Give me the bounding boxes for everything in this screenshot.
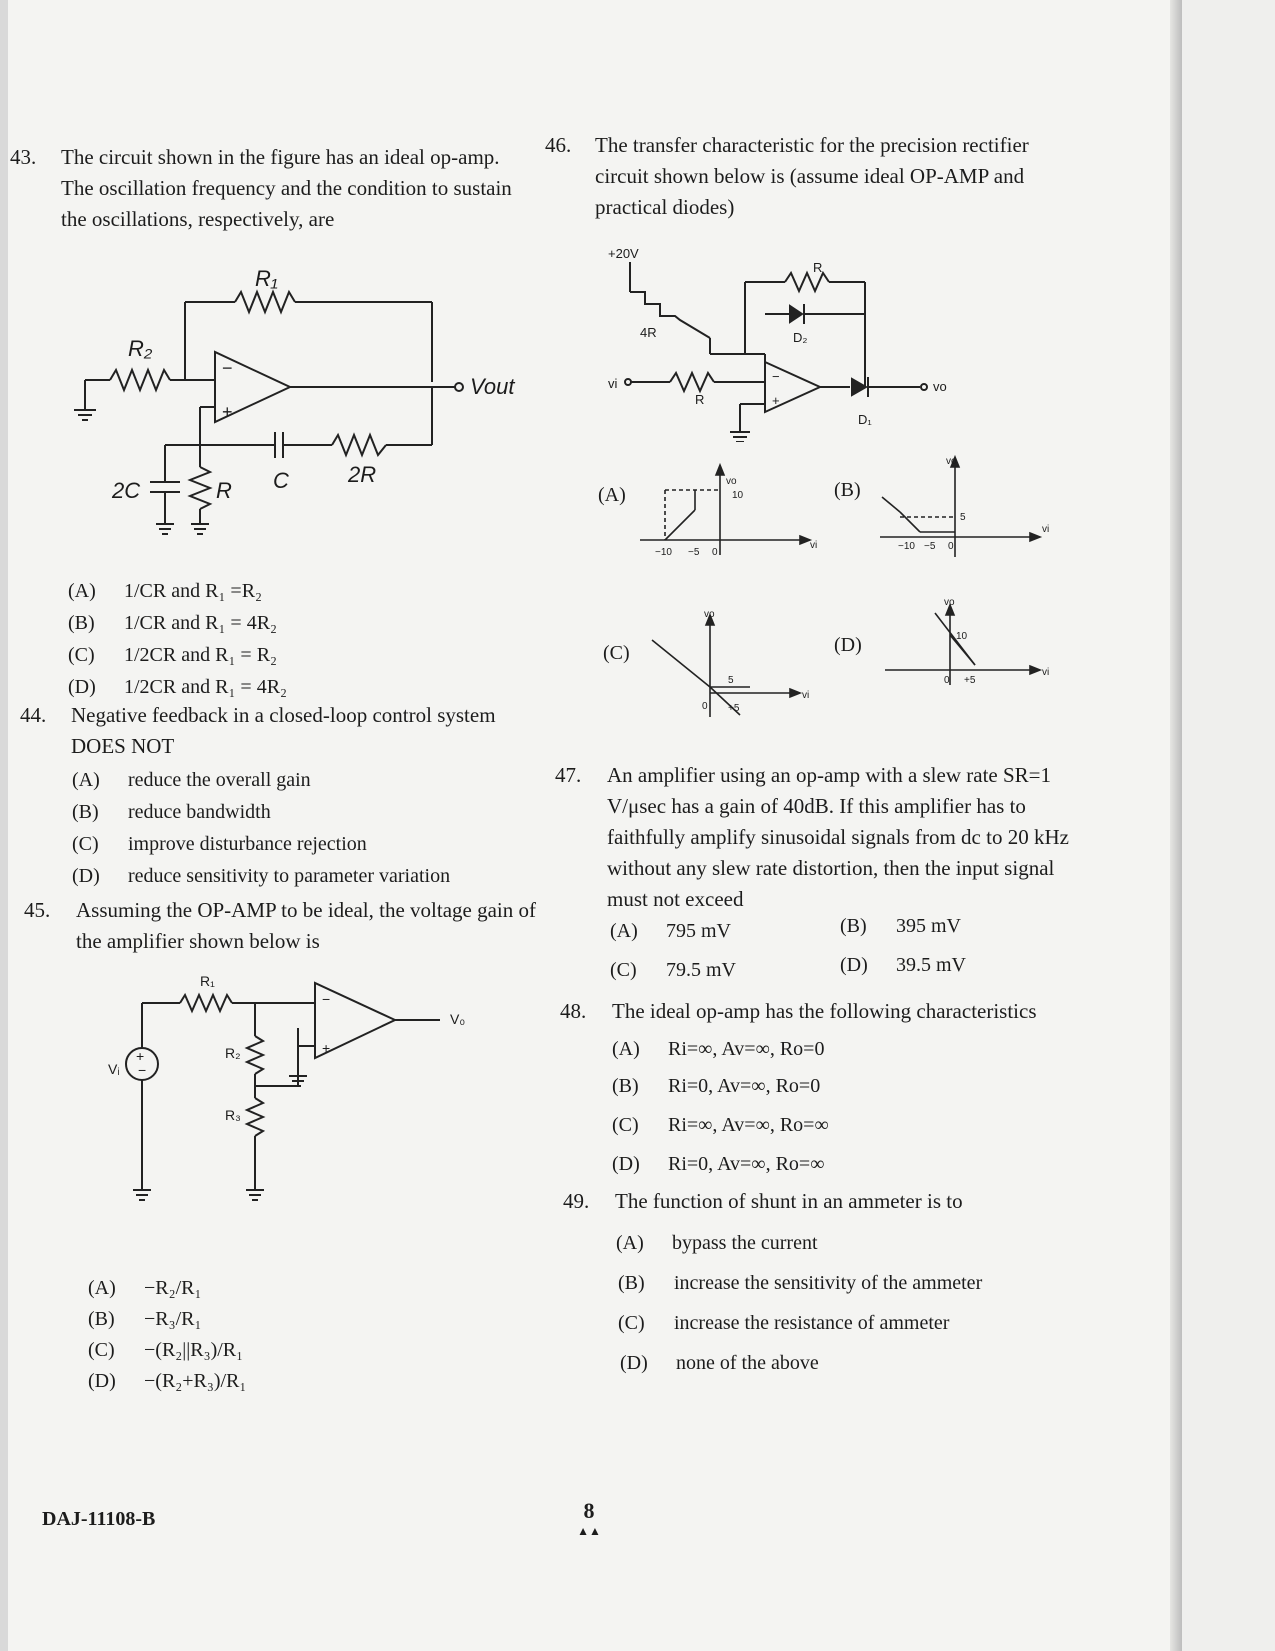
option[interactable]: (A) 1/CR and R₁ =R₂: [68, 580, 263, 602]
question-number: 47.: [555, 763, 582, 787]
option[interactable]: (A) bypass the current: [616, 1232, 818, 1254]
label-2c: 2C: [112, 478, 141, 503]
label-minus: −: [222, 358, 233, 378]
question-number: 45.: [24, 898, 51, 922]
label-r: R: [695, 392, 705, 407]
page-number: 8: [583, 1498, 595, 1523]
q45-circuit-figure: [100, 968, 500, 1208]
svg-text:10: 10: [732, 490, 744, 501]
label-r1: R₁: [255, 266, 278, 291]
q43-circuit-figure: [70, 262, 550, 552]
label-4r: 4R: [640, 325, 657, 340]
svg-text:vi: vi: [810, 540, 818, 551]
graph-c-label[interactable]: (C): [603, 642, 630, 664]
label-r1: R₁: [200, 973, 215, 989]
option[interactable]: (D) reduce sensitivity to parameter variation: [72, 865, 451, 887]
svg-text:−: −: [772, 369, 780, 384]
question-text: An amplifier using an op-amp with a slew rate SR=1 V/μsec has a gain of 40dB. If this amplifier has to faithfully amplify sinusoidal signals from dc to 20 kHz without any slew rate distortion, then the input signal must not exceed: [607, 763, 1069, 911]
svg-text:+: +: [772, 393, 780, 408]
svg-text:−: −: [138, 1062, 147, 1078]
svg-text:vo: vo: [704, 609, 715, 620]
option[interactable]: (D) 1/2CR and R₁ = 4R₂: [68, 676, 288, 698]
svg-text:−10: −10: [655, 547, 672, 558]
svg-text:−10: −10: [898, 541, 915, 552]
option[interactable]: (C) −(R₂||R₃)/R₁: [88, 1339, 244, 1361]
label-minus: −: [322, 991, 331, 1007]
option[interactable]: (A) −R₂/R₁: [88, 1277, 202, 1299]
graph-b: [880, 452, 1060, 562]
svg-text:0: 0: [702, 701, 708, 712]
label-r2: R₂: [128, 336, 153, 361]
label-d2: D₂: [793, 330, 808, 345]
option[interactable]: (B) increase the sensitivity of the ammeter: [618, 1272, 983, 1294]
graph-d: [880, 595, 1070, 695]
graph-a-label[interactable]: (A): [598, 484, 626, 506]
question-text: The ideal op-amp has the following characteristics: [612, 999, 1037, 1023]
svg-text:+: +: [136, 1048, 145, 1064]
question-number: 49.: [563, 1189, 590, 1213]
option[interactable]: (A) Ri=∞, Av=∞, Ro=0: [612, 1038, 825, 1060]
svg-text:vo: vo: [726, 476, 737, 487]
svg-text:−5: −5: [924, 541, 936, 552]
svg-text:0: 0: [944, 675, 950, 686]
option[interactable]: (D) 39.5 mV: [840, 954, 966, 976]
option[interactable]: (B) −R₃/R₁: [88, 1308, 202, 1330]
svg-text:vo: vo: [946, 456, 957, 467]
question-number: 44.: [20, 703, 47, 727]
label-c: C: [273, 468, 289, 493]
graph-a: [640, 460, 830, 560]
option[interactable]: (B) 1/CR and R₁ = 4R₂: [68, 612, 278, 634]
option[interactable]: (B) reduce bandwidth: [72, 801, 271, 823]
option[interactable]: (D) Ri=0, Av=∞, Ro=∞: [612, 1153, 825, 1175]
graph-d-label[interactable]: (D): [834, 634, 862, 656]
option[interactable]: (C) Ri=∞, Av=∞, Ro=∞: [612, 1114, 829, 1136]
label-r2: R₂: [225, 1045, 241, 1061]
label-r3: R₃: [225, 1107, 241, 1123]
question-text: The circuit shown in the figure has an ideal op-amp. The oscillation frequency and the condition to sustain the oscillations, respectively, are: [61, 145, 512, 231]
label-vi: vi: [608, 376, 618, 391]
booklet-code: DAJ-11108-B: [42, 1508, 156, 1530]
svg-text:10: 10: [956, 631, 968, 642]
background-strip: [1182, 0, 1275, 1651]
label-vo: V₀: [450, 1011, 466, 1027]
svg-text:5: 5: [728, 675, 734, 686]
option[interactable]: (A) 795 mV: [610, 920, 731, 942]
option[interactable]: (C) 1/2CR and R₁ = R₂: [68, 644, 278, 666]
question-number: 43.: [10, 145, 37, 169]
q46-circuit-figure: [600, 242, 1020, 442]
page-edge: [1170, 0, 1182, 1651]
label-supply: +20V: [608, 246, 639, 261]
svg-text:5: 5: [960, 512, 966, 523]
svg-text:vi: vi: [1042, 667, 1050, 678]
svg-text:+5: +5: [728, 703, 740, 714]
question-number: 46.: [545, 133, 572, 157]
option[interactable]: (B) Ri=0, Av=∞, Ro=0: [612, 1075, 821, 1097]
svg-text:vo: vo: [944, 597, 955, 608]
label-2r: 2R: [348, 462, 377, 487]
option[interactable]: (D) none of the above: [620, 1352, 819, 1374]
question-text: The function of shunt in an ammeter is to: [615, 1189, 963, 1213]
option[interactable]: (D) −(R₂+R₃)/R₁: [88, 1370, 247, 1392]
label-d1: D₁: [858, 412, 872, 427]
option[interactable]: (A) reduce the overall gain: [72, 769, 311, 791]
svg-text:−5: −5: [688, 547, 700, 558]
graph-b-label[interactable]: (B): [834, 479, 861, 501]
label-plus: +: [322, 1040, 331, 1056]
question-number: 48.: [560, 999, 587, 1023]
option[interactable]: (C) increase the resistance of ammeter: [618, 1312, 950, 1334]
question-text: The transfer characteristic for the precision rectifier circuit shown below is (assume ideal OP-AMP and practical diodes): [595, 133, 1029, 219]
svg-text:0: 0: [712, 547, 718, 558]
svg-text:vi: vi: [1042, 524, 1050, 535]
label-plus: +: [222, 402, 233, 422]
option[interactable]: (C) 79.5 mV: [610, 959, 736, 981]
svg-text:0: 0: [948, 541, 954, 552]
question-text: Assuming the OP-AMP to be ideal, the voltage gain of the amplifier shown below is: [76, 898, 536, 953]
option[interactable]: (C) improve disturbance rejection: [72, 833, 367, 855]
label-vo: vo: [933, 379, 947, 394]
graph-c: [640, 605, 840, 725]
option[interactable]: (B) 395 mV: [840, 915, 961, 937]
svg-text:vi: vi: [802, 690, 810, 701]
page-marker: ▲▲: [577, 1524, 601, 1538]
label-vi: Vᵢ: [108, 1061, 120, 1077]
label-vout: Vout: [470, 374, 515, 399]
label-rf: R: [813, 260, 823, 275]
question-text: Negative feedback in a closed-loop control system DOES NOT: [71, 703, 496, 758]
label-r: R: [216, 478, 232, 503]
svg-text:+5: +5: [964, 675, 976, 686]
